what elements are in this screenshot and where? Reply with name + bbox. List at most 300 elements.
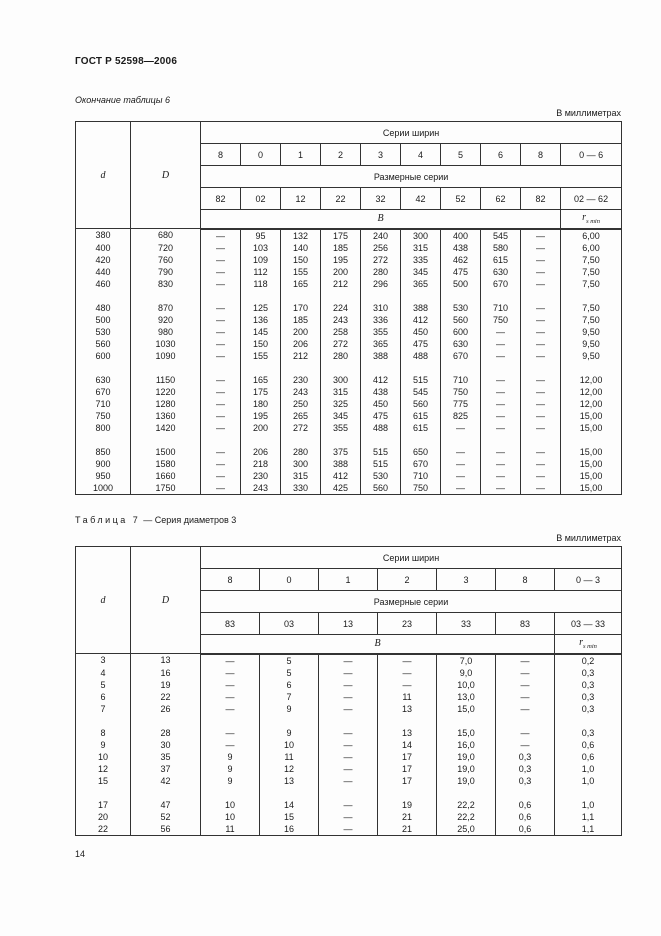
data-cell: 155: [281, 266, 321, 278]
group-spacer-row: [76, 362, 622, 374]
data-cell: —: [521, 422, 561, 434]
data-cell: 112: [241, 266, 281, 278]
data-cell: 180: [241, 398, 281, 410]
table6-continuation-label: Окончание таблицы 6: [75, 95, 170, 105]
data-cell: 7,50: [561, 314, 622, 326]
data-row: [76, 679, 622, 691]
data-cell: 150: [241, 338, 281, 350]
width-series-cell: 1: [281, 144, 321, 166]
data-cell: 10: [201, 811, 260, 823]
data-cell: 15: [260, 811, 319, 823]
table6-header-row-1: [76, 122, 622, 144]
table7-header-row-1: [76, 547, 622, 569]
data-cell: 0,3: [555, 679, 622, 691]
data-cell: 200: [321, 266, 361, 278]
data-cell: —: [496, 703, 555, 715]
size-series-cell: 52: [441, 188, 481, 210]
spacer-cell: [441, 290, 481, 302]
data-cell: 170: [281, 302, 321, 314]
spacer-cell: [496, 715, 555, 727]
data-cell: —: [378, 654, 437, 667]
data-cell: 790: [131, 266, 201, 278]
data-cell: 12,00: [561, 386, 622, 398]
data-cell: 21: [378, 811, 437, 823]
data-cell: 15,00: [561, 458, 622, 470]
data-cell: 11: [378, 691, 437, 703]
D-symbol: D: [161, 594, 170, 606]
data-cell: 1280: [131, 398, 201, 410]
data-row: [76, 727, 622, 739]
spacer-cell: [555, 787, 622, 799]
data-cell: —: [319, 751, 378, 763]
data-cell: 720: [131, 242, 201, 254]
data-cell: 0,6: [496, 823, 555, 836]
data-cell: 10,0: [437, 679, 496, 691]
data-cell: 5: [76, 679, 131, 691]
data-cell: 545: [481, 229, 521, 242]
data-cell: 530: [76, 326, 131, 338]
data-cell: 560: [441, 314, 481, 326]
group-spacer-row: [76, 290, 622, 302]
data-cell: 9,0: [437, 667, 496, 679]
data-cell: 400: [441, 229, 481, 242]
data-cell: 280: [361, 266, 401, 278]
data-row: [76, 266, 622, 278]
data-cell: 5: [260, 654, 319, 667]
data-cell: 26: [131, 703, 201, 715]
data-cell: 800: [76, 422, 131, 434]
B-symbol: В: [377, 213, 384, 225]
spacer-cell: [260, 715, 319, 727]
data-cell: —: [521, 242, 561, 254]
data-cell: —: [496, 739, 555, 751]
data-cell: 462: [441, 254, 481, 266]
data-cell: —: [496, 679, 555, 691]
data-cell: 200: [281, 326, 321, 338]
data-cell: 206: [241, 446, 281, 458]
data-cell: 9,50: [561, 350, 622, 362]
data-cell: 0,6: [496, 799, 555, 811]
data-cell: 10: [76, 751, 131, 763]
data-cell: —: [481, 470, 521, 482]
group-spacer-row: [76, 787, 622, 799]
table6: [75, 121, 622, 495]
spacer-cell: [555, 715, 622, 727]
data-cell: 450: [401, 326, 441, 338]
data-cell: 1000: [76, 482, 131, 495]
data-row: [76, 799, 622, 811]
data-cell: —: [201, 374, 241, 386]
data-cell: 412: [401, 314, 441, 326]
data-cell: 7: [260, 691, 319, 703]
data-cell: 9,50: [561, 326, 622, 338]
data-cell: 750: [441, 386, 481, 398]
data-row: [76, 823, 622, 836]
spacer-cell: [481, 434, 521, 446]
data-cell: 15,00: [561, 482, 622, 495]
data-cell: 12: [76, 763, 131, 775]
data-cell: 272: [361, 254, 401, 266]
data-row: [76, 278, 622, 290]
data-cell: —: [481, 350, 521, 362]
data-cell: 9: [260, 727, 319, 739]
size-series-cell: 13: [319, 613, 378, 635]
data-cell: 11: [201, 823, 260, 836]
data-cell: 1090: [131, 350, 201, 362]
table6-B-header: [201, 210, 561, 229]
data-cell: —: [496, 691, 555, 703]
data-cell: 7: [76, 703, 131, 715]
data-row: [76, 422, 622, 434]
data-cell: —: [481, 338, 521, 350]
data-cell: 155: [241, 350, 281, 362]
data-cell: 0,3: [555, 703, 622, 715]
data-cell: 412: [361, 374, 401, 386]
data-cell: 420: [76, 254, 131, 266]
data-cell: 22: [76, 823, 131, 836]
data-row: [76, 739, 622, 751]
data-cell: 28: [131, 727, 201, 739]
data-row: [76, 338, 622, 350]
spacer-cell: [319, 787, 378, 799]
data-cell: —: [521, 350, 561, 362]
data-cell: 6,00: [561, 229, 622, 242]
data-row: [76, 482, 622, 495]
data-cell: —: [481, 446, 521, 458]
data-cell: 125: [241, 302, 281, 314]
data-cell: 265: [281, 410, 321, 422]
data-cell: 560: [76, 338, 131, 350]
data-cell: 375: [321, 446, 361, 458]
data-row: [76, 703, 622, 715]
data-cell: —: [441, 470, 481, 482]
data-cell: —: [201, 278, 241, 290]
data-cell: 1030: [131, 338, 201, 350]
data-cell: 315: [401, 242, 441, 254]
data-cell: 1,1: [555, 811, 622, 823]
data-cell: 560: [401, 398, 441, 410]
data-cell: 710: [441, 374, 481, 386]
data-cell: 250: [281, 398, 321, 410]
data-cell: 256: [361, 242, 401, 254]
data-cell: 10: [201, 799, 260, 811]
data-cell: 15,0: [437, 727, 496, 739]
data-row: [76, 374, 622, 386]
r-symbol: r: [582, 212, 587, 224]
data-cell: 488: [361, 422, 401, 434]
data-cell: 12,00: [561, 398, 622, 410]
data-cell: 52: [131, 811, 201, 823]
data-cell: —: [201, 470, 241, 482]
table6-body: [76, 229, 622, 495]
spacer-cell: [131, 362, 201, 374]
table7-body: [76, 654, 622, 836]
data-cell: —: [496, 654, 555, 667]
data-cell: 12,00: [561, 374, 622, 386]
data-cell: —: [201, 314, 241, 326]
data-cell: 218: [241, 458, 281, 470]
data-cell: 670: [76, 386, 131, 398]
data-cell: 330: [281, 482, 321, 495]
size-series-cell: 33: [437, 613, 496, 635]
data-cell: 365: [361, 338, 401, 350]
table7-title: [75, 515, 236, 525]
data-cell: 630: [481, 266, 521, 278]
data-row: [76, 775, 622, 787]
data-cell: 19: [378, 799, 437, 811]
width-series-cell: 3: [361, 144, 401, 166]
data-cell: 365: [401, 278, 441, 290]
data-cell: —: [481, 374, 521, 386]
data-cell: 1660: [131, 470, 201, 482]
data-cell: 380: [76, 229, 131, 242]
d-symbol: d: [100, 594, 106, 606]
data-cell: 980: [131, 326, 201, 338]
data-cell: 388: [361, 350, 401, 362]
data-cell: 355: [361, 326, 401, 338]
data-cell: 438: [361, 386, 401, 398]
spacer-cell: [378, 787, 437, 799]
data-cell: —: [521, 314, 561, 326]
data-cell: 325: [321, 398, 361, 410]
data-cell: 185: [321, 242, 361, 254]
data-cell: —: [319, 775, 378, 787]
size-series-cell: 83: [496, 613, 555, 635]
data-cell: —: [441, 458, 481, 470]
data-cell: —: [521, 446, 561, 458]
data-cell: 140: [281, 242, 321, 254]
spacer-cell: [321, 290, 361, 302]
data-cell: 185: [281, 314, 321, 326]
data-cell: —: [319, 799, 378, 811]
data-cell: 0,3: [555, 667, 622, 679]
width-series-cell: 1: [319, 569, 378, 591]
data-cell: 1220: [131, 386, 201, 398]
data-cell: 10: [260, 739, 319, 751]
data-cell: 670: [441, 350, 481, 362]
size-series-cell: 02 — 62: [561, 188, 622, 210]
width-series-cell: 4: [401, 144, 441, 166]
data-cell: 258: [321, 326, 361, 338]
data-cell: 6: [260, 679, 319, 691]
data-cell: 1580: [131, 458, 201, 470]
data-cell: 243: [241, 482, 281, 495]
spacer-cell: [401, 362, 441, 374]
data-cell: 11: [260, 751, 319, 763]
data-cell: 16: [260, 823, 319, 836]
data-cell: 16: [131, 667, 201, 679]
data-cell: 600: [76, 350, 131, 362]
data-cell: —: [201, 398, 241, 410]
spacer-cell: [378, 715, 437, 727]
data-cell: 0,3: [555, 691, 622, 703]
data-cell: 475: [361, 410, 401, 422]
data-row: [76, 410, 622, 422]
data-cell: —: [521, 386, 561, 398]
spacer-cell: [441, 362, 481, 374]
data-cell: 870: [131, 302, 201, 314]
data-row: [76, 811, 622, 823]
data-cell: 400: [76, 242, 131, 254]
data-cell: 310: [361, 302, 401, 314]
data-cell: —: [378, 667, 437, 679]
data-row: [76, 470, 622, 482]
data-cell: 560: [361, 482, 401, 495]
data-cell: 530: [441, 302, 481, 314]
data-cell: 500: [76, 314, 131, 326]
data-cell: 920: [131, 314, 201, 326]
data-cell: —: [201, 679, 260, 691]
data-cell: 615: [401, 422, 441, 434]
data-cell: 1360: [131, 410, 201, 422]
data-cell: 15,00: [561, 410, 622, 422]
data-cell: 336: [361, 314, 401, 326]
data-cell: —: [481, 386, 521, 398]
table7-col-D-header: [131, 547, 201, 654]
table6-size-series-header: Размерные серии: [201, 166, 622, 188]
data-cell: —: [319, 739, 378, 751]
size-series-cell: 03: [260, 613, 319, 635]
spacer-cell: [260, 787, 319, 799]
data-cell: 580: [481, 242, 521, 254]
spacer-cell: [241, 434, 281, 446]
data-cell: 300: [401, 229, 441, 242]
spacer-cell: [481, 290, 521, 302]
data-cell: 7,50: [561, 254, 622, 266]
data-cell: —: [201, 410, 241, 422]
r-subscript: s min: [586, 218, 600, 226]
data-cell: 22: [131, 691, 201, 703]
data-row: [76, 667, 622, 679]
data-cell: 480: [76, 302, 131, 314]
data-cell: 224: [321, 302, 361, 314]
table7-width-series-header: Серии ширин: [201, 547, 622, 569]
data-cell: —: [201, 422, 241, 434]
data-cell: 630: [441, 338, 481, 350]
data-cell: 515: [361, 446, 401, 458]
spacer-cell: [521, 434, 561, 446]
data-row: [76, 314, 622, 326]
data-cell: 7,50: [561, 278, 622, 290]
data-cell: 1,0: [555, 775, 622, 787]
data-cell: 280: [281, 446, 321, 458]
data-cell: 136: [241, 314, 281, 326]
data-cell: —: [378, 679, 437, 691]
data-cell: —: [496, 727, 555, 739]
data-cell: —: [319, 811, 378, 823]
data-row: [76, 326, 622, 338]
D-symbol: D: [161, 169, 170, 181]
data-row: [76, 446, 622, 458]
data-cell: 0,6: [555, 739, 622, 751]
data-cell: 22,2: [437, 799, 496, 811]
data-cell: —: [201, 446, 241, 458]
size-series-cell: 02: [241, 188, 281, 210]
spacer-cell: [321, 362, 361, 374]
spacer-cell: [521, 362, 561, 374]
data-cell: 315: [281, 470, 321, 482]
data-cell: 388: [401, 302, 441, 314]
data-cell: —: [201, 739, 260, 751]
spacer-cell: [76, 434, 131, 446]
size-series-cell: 82: [201, 188, 241, 210]
data-cell: —: [521, 410, 561, 422]
doc-number: ГОСТ Р 52598—2006: [75, 56, 178, 67]
width-series-cell: 5: [441, 144, 481, 166]
spacer-cell: [437, 715, 496, 727]
data-cell: —: [201, 326, 241, 338]
data-cell: —: [521, 398, 561, 410]
data-cell: 132: [281, 229, 321, 242]
data-cell: 240: [361, 229, 401, 242]
data-cell: 615: [481, 254, 521, 266]
spacer-cell: [496, 787, 555, 799]
data-cell: 47: [131, 799, 201, 811]
width-series-cell: 8: [521, 144, 561, 166]
data-cell: 13,0: [437, 691, 496, 703]
data-cell: 0,3: [555, 727, 622, 739]
data-cell: 6,00: [561, 242, 622, 254]
spacer-cell: [319, 715, 378, 727]
spacer-cell: [561, 290, 622, 302]
data-cell: —: [481, 326, 521, 338]
size-series-cell: 82: [521, 188, 561, 210]
data-cell: 0,3: [496, 751, 555, 763]
data-cell: 440: [76, 266, 131, 278]
spacer-cell: [76, 715, 131, 727]
spacer-cell: [241, 362, 281, 374]
spacer-cell: [361, 362, 401, 374]
data-cell: 9: [201, 763, 260, 775]
width-series-cell: 0: [241, 144, 281, 166]
data-cell: —: [201, 667, 260, 679]
data-cell: 15,00: [561, 422, 622, 434]
table7: [75, 546, 622, 836]
data-row: [76, 751, 622, 763]
data-cell: 650: [401, 446, 441, 458]
data-cell: —: [521, 254, 561, 266]
data-cell: 1,1: [555, 823, 622, 836]
width-series-cell: 2: [378, 569, 437, 591]
data-cell: 206: [281, 338, 321, 350]
data-cell: 0,2: [555, 654, 622, 667]
spacer-cell: [361, 434, 401, 446]
size-series-cell: 12: [281, 188, 321, 210]
group-spacer-row: [76, 715, 622, 727]
spacer-cell: [241, 290, 281, 302]
data-cell: 6: [76, 691, 131, 703]
data-cell: 850: [76, 446, 131, 458]
data-cell: 1,0: [555, 763, 622, 775]
data-row: [76, 254, 622, 266]
data-cell: 710: [401, 470, 441, 482]
data-cell: 230: [241, 470, 281, 482]
data-cell: —: [201, 266, 241, 278]
size-series-cell: 62: [481, 188, 521, 210]
data-cell: —: [319, 727, 378, 739]
r-symbol: r: [579, 637, 583, 649]
data-cell: 7,50: [561, 266, 622, 278]
data-cell: 630: [76, 374, 131, 386]
data-cell: 16,0: [437, 739, 496, 751]
table7-B-header: [201, 635, 555, 654]
data-cell: 345: [401, 266, 441, 278]
data-cell: —: [201, 338, 241, 350]
data-cell: 19,0: [437, 751, 496, 763]
data-cell: —: [481, 398, 521, 410]
data-cell: —: [201, 302, 241, 314]
data-cell: 165: [281, 278, 321, 290]
